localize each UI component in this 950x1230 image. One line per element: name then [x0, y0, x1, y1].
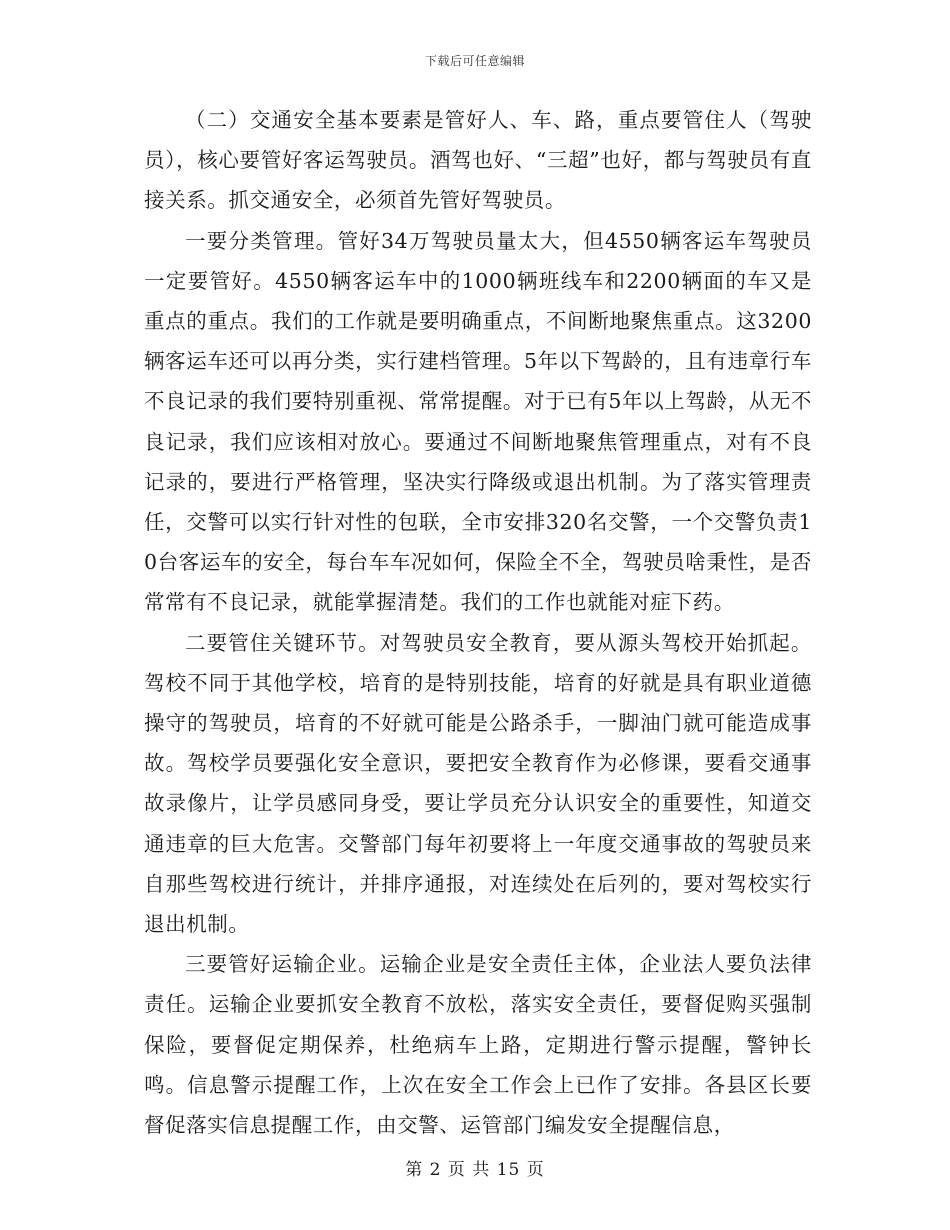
- footer-current-page: 2: [429, 1160, 442, 1180]
- footer-middle: 页 共: [447, 1160, 491, 1180]
- footer-total-pages: 15: [496, 1160, 521, 1180]
- document-body: [144, 100, 812, 1145]
- paragraph-classified-management: 一要分类管理。管好34万驾驶员量太大，但4550辆客运车驾驶员一定要管好。4550辆客运车中的1000辆班线车和2200辆面的车又是重点的重点。我们的工作就是要明确重点，不间断地聚焦重点。这3200辆客运车还可以再分类，实行建档管理。5年以下驾龄的，且有违章行车不良记录的我们要特别重视、常常提醒。对于已有5年以上驾龄，从无不良记录，我们应该相对放心。要通过不间断地聚焦管理重点，对有不良记录的，要进行严格管理，坚决实行降级或退出机制。为了落实管理责任，交警可以实行针对性的包联，全市安排320名交警，一个交警负责10台客运车的安全，每台车车况如何，保险全不全，驾驶员啥秉性，是否常常有不良记录，就能掌握清楚。我们的工作也就能对症下药。: [144, 228, 812, 615]
- page-footer: [0, 1155, 950, 1180]
- footer-suffix: 页: [526, 1160, 545, 1180]
- paragraph-transport-enterprises: 三要管好运输企业。运输企业是安全责任主体，企业法人要负法律责任。运输企业要抓安全教育不放松，落实安全责任，要督促购买强制保险，要督促定期保养，杜绝病车上路，定期进行警示提醒，警钟长鸣。信息警示提醒工作，上次在安全工作会上已作了安排。各县区长要督促落实信息提醒工作，由交警、运管部门编发安全提醒信息，: [144, 952, 812, 1138]
- paragraph-key-links: 二要管住关键环节。对驾驶员安全教育，要从源头驾校开始抓起。驾校不同于其他学校，培育的是特别技能，培育的好就是具有职业道德操守的驾驶员，培育的不好就可能是公路杀手，一脚油门就可能造成事故。驾校学员要强化安全意识，要把安全教育作为必修课，要看交通事故录像片，让学员感同身受，要让学员充分认识安全的重要性，知道交通违章的巨大危害。交警部门每年初要将上一年度交通事故的驾驶员来自那些驾校进行统计，并排序通报，对连续处在后列的，要对驾校实行退出机制。: [144, 630, 812, 937]
- header-note: 下载后可任意编辑: [424, 54, 525, 68]
- footer-prefix: 第: [405, 1160, 424, 1180]
- paragraph-section-two: （二）交通安全基本要素是管好人、车、路，重点要管住人（驾驶员），核心要管好客运驾驶员。酒驾也好、“三超”也好，都与驾驶员有直接关系。抓交通安全，必须首先管好驾驶员。: [144, 108, 812, 213]
